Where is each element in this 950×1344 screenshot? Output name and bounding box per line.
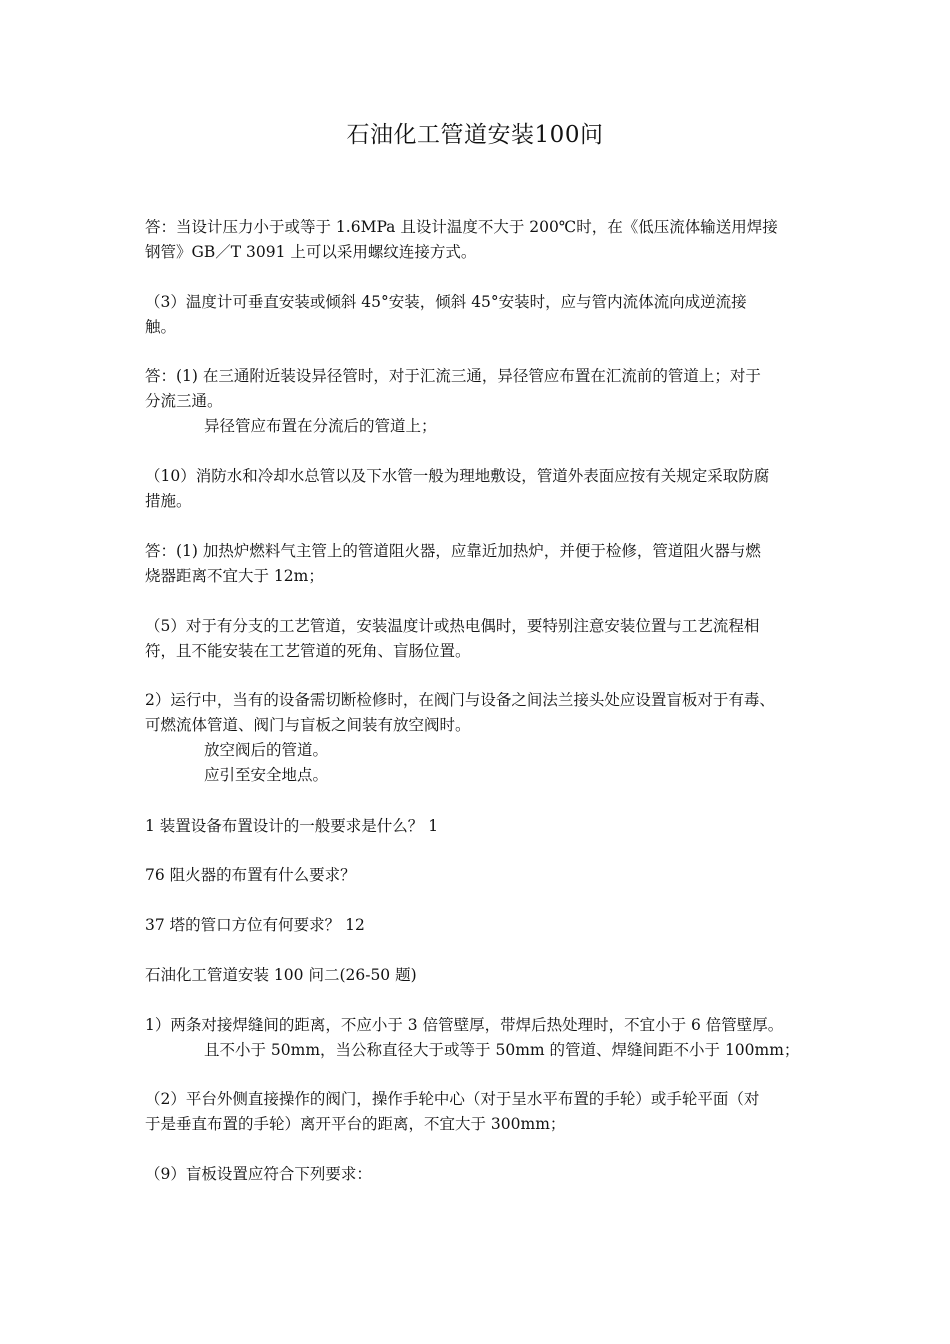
page-title: 石油化工管道安装100问: [346, 122, 604, 148]
paragraph-line: 2）运行中，当有的设备需切断检修时，在阀门与设备之间法兰接头处应设置盲板对于有毒、: [145, 691, 775, 709]
paragraph-indented-line: 且不小于 50mm，当公称直径大于或等于 50mm 的管道、焊缝间距不小于 100mm；: [204, 1041, 800, 1059]
paragraph-line: （3）温度计可垂直安装或倾斜 45°安装，倾斜 45°安装时，应与管内流体流向成逆流接: [145, 293, 747, 311]
paragraph-line: 钢管》GB／T 3091 上可以采用螺纹连接方式。: [145, 243, 477, 261]
paragraph-line: （5）对于有分支的工艺管道，安装温度计或热电偶时，要特别注意安装位置与工艺流程相: [145, 617, 760, 635]
paragraph-line: 1）两条对接焊缝间的距离，不应小于 3 倍管壁厚，带焊后热处理时，不宜小于 6 倍管壁厚。: [145, 1016, 784, 1034]
paragraph-line: （10）消防水和冷却水总管以及下水管一般为理地敷设，管道外表面应按有关规定采取防腐: [145, 467, 770, 485]
paragraph-indented-line: 异径管应布置在分流后的管道上；: [204, 417, 437, 435]
question-line: [145, 863, 811, 888]
paragraph-line: 触。: [145, 318, 177, 336]
paragraph: [145, 614, 811, 664]
paragraph-line: 76 阻火器的布置有什么要求？: [145, 866, 356, 884]
paragraph-line: （2）平台外侧直接操作的阀门，操作手轮中心（对于呈水平布置的手轮）或手轮平面（对: [145, 1090, 760, 1108]
paragraph: [145, 464, 811, 514]
paragraph: [145, 1162, 811, 1187]
paragraph-indented-line: 应引至安全地点。: [204, 766, 329, 784]
question-line: [145, 913, 811, 938]
paragraph: [145, 539, 811, 589]
paragraph: [145, 215, 811, 265]
paragraph-line: 答：当设计压力小于或等于 1.6MPa 且设计温度不大于 200℃时，在《低压流体输送用焊接: [145, 218, 778, 236]
paragraph-line: 答：(1) 加热炉燃料气主管上的管道阻火器，应靠近加热炉，并便于检修，管道阻火器与燃: [145, 542, 761, 560]
paragraph: [145, 1013, 811, 1063]
paragraph-line: 可燃流体管道、阀门与盲板之间装有放空阀时。: [145, 716, 471, 734]
paragraph: [145, 364, 811, 439]
paragraph: [145, 688, 811, 788]
paragraph-line: 37 塔的管口方位有何要求？ 12: [145, 916, 365, 934]
section-heading: [145, 963, 811, 988]
question-line: [145, 814, 811, 839]
paragraph-line: 烧器距离不宜大于 12m；: [145, 567, 324, 585]
paragraph-line: 措施。: [145, 492, 192, 510]
paragraph: [145, 1087, 811, 1137]
paragraph-line: 于是垂直布置的手轮）离开平台的距离，不宜大于 300mm；: [145, 1115, 566, 1133]
paragraph-line: 1 装置设备布置设计的一般要求是什么？ 1: [145, 817, 439, 835]
paragraph-line: 答：(1) 在三通附近装设异径管时，对于汇流三通，异径管应布置在汇流前的管道上；对于: [145, 367, 761, 385]
paragraph-line: 石油化工管道安装 100 问二(26-50 题): [145, 966, 417, 984]
paragraph: [145, 290, 811, 340]
paragraph-indented-line: 放空阀后的管道。: [204, 741, 329, 759]
paragraph-line: 分流三通。: [145, 392, 223, 410]
paragraph-line: （9）盲板设置应符合下列要求：: [145, 1165, 372, 1183]
paragraph-line: 符，且不能安装在工艺管道的死角、盲肠位置。: [145, 642, 471, 660]
